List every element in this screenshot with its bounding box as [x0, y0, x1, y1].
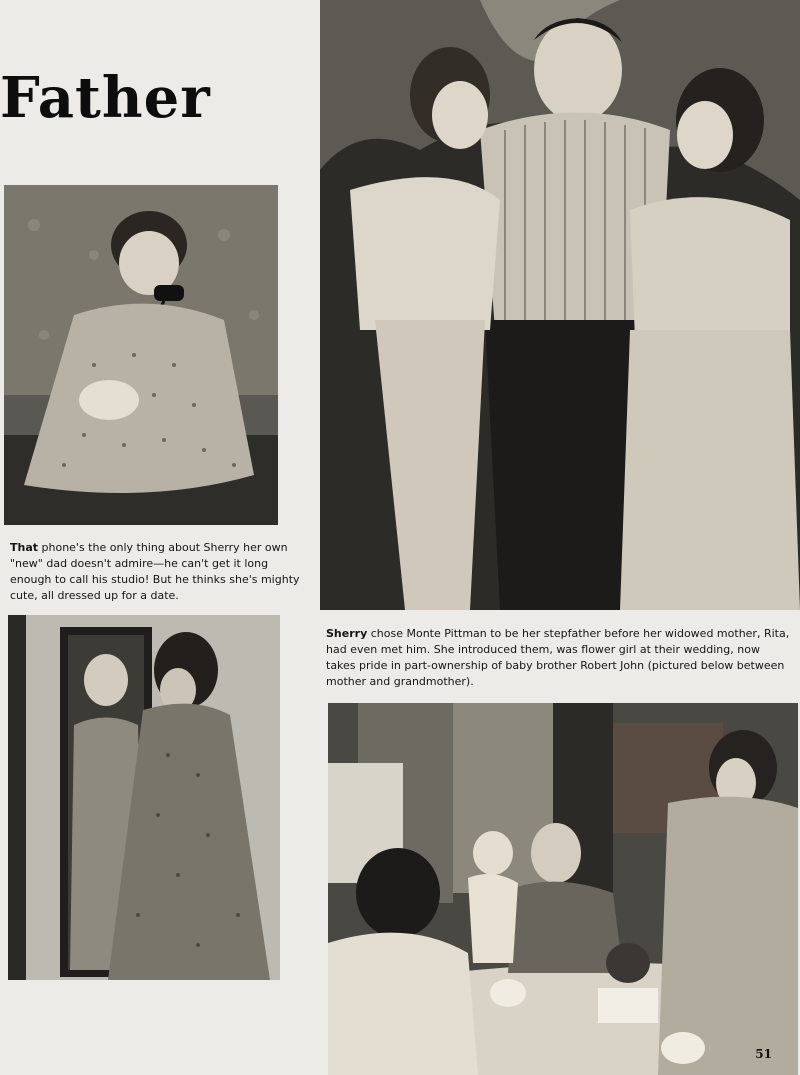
- page-title: Father: [0, 65, 211, 131]
- girl-on-phone-photo: [4, 185, 278, 525]
- phone-caption-lead: That: [10, 541, 39, 554]
- page-number: 51: [755, 1047, 772, 1061]
- phone-caption: [10, 540, 310, 604]
- phone-caption-text: phone's the only thing about Sherry her own "new" dad doesn't admire—he can't get it long enough to call his studio! But he thinks she's mighty cute, all dressed up for a date.: [10, 541, 300, 602]
- mirror-photo: [8, 615, 280, 980]
- family-caption: [326, 626, 792, 690]
- kitchen-tea-photo: [328, 703, 798, 1075]
- family-caption-lead: Sherry: [326, 627, 368, 640]
- family-portrait-photo: [320, 0, 800, 610]
- family-caption-text: chose Monte Pittman to be her stepfather before her widowed mother, Rita, had even met him. She introduced them, was flower girl at their wedding, now takes pride in part-ownership of baby brother Robert John (pictured below between mother and grandmother).: [326, 627, 790, 688]
